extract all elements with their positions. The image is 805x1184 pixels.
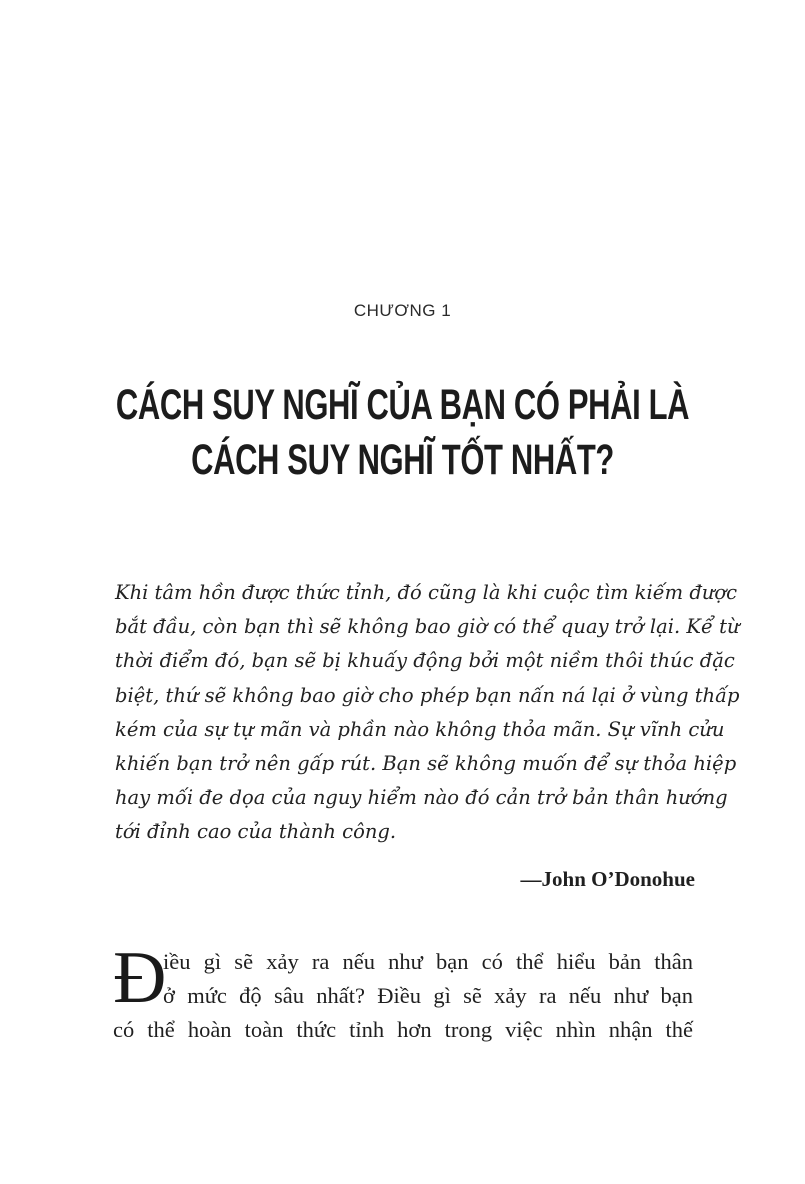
- body-line: ở mức độ sâu nhất? Điều gì sẽ xảy ra nếu như bạn: [163, 983, 693, 1009]
- chapter-title-line-2: CÁCH SUY NGHĨ TỐT NHẤT?: [191, 436, 614, 484]
- drop-cap: Đ: [113, 937, 167, 1019]
- epigraph-line: hay mối đe dọa của nguy hiểm nào đó cản trở bản thân hướng: [115, 786, 728, 810]
- chapter-title-line-1: CÁCH SUY NGHĨ CỦA BẠN CÓ PHẢI LÀ: [115, 381, 690, 429]
- body-line: có thể hoàn toàn thức tỉnh hơn trong việc nhìn nhận thế: [113, 1017, 693, 1043]
- body-paragraph: [113, 937, 693, 1048]
- epigraph-line: tới đỉnh cao của thành công.: [115, 820, 397, 844]
- epigraph-line: khiến bạn trở nên gấp rút. Bạn sẽ không muốn để sự thỏa hiệp: [115, 752, 737, 776]
- chapter-label: CHƯƠNG 1: [353, 301, 452, 320]
- epigraph-line: bắt đầu, còn bạn thì sẽ không bao giờ có thể quay trở lại. Kể từ: [115, 615, 740, 639]
- epigraph-line: thời điểm đó, bạn sẽ bị khuấy động bởi một niềm thôi thúc đặc: [115, 649, 735, 673]
- epigraph-line: kém của sự tự mãn và phần nào không thỏa mãn. Sự vĩnh cửu: [115, 717, 725, 741]
- chapter-title: [0, 378, 805, 488]
- epigraph-line: Khi tâm hồn được thức tỉnh, đó cũng là khi cuộc tìm kiếm được: [115, 581, 738, 604]
- body-line: iều gì sẽ xảy ra nếu như bạn có thể hiểu bản thân: [163, 949, 693, 974]
- epigraph-quote: [115, 576, 740, 850]
- epigraph-attribution: —John O’Donohue: [520, 867, 695, 891]
- epigraph-line: biệt, thứ sẽ không bao giờ cho phép bạn nấn ná lại ở vùng thấp: [115, 683, 740, 707]
